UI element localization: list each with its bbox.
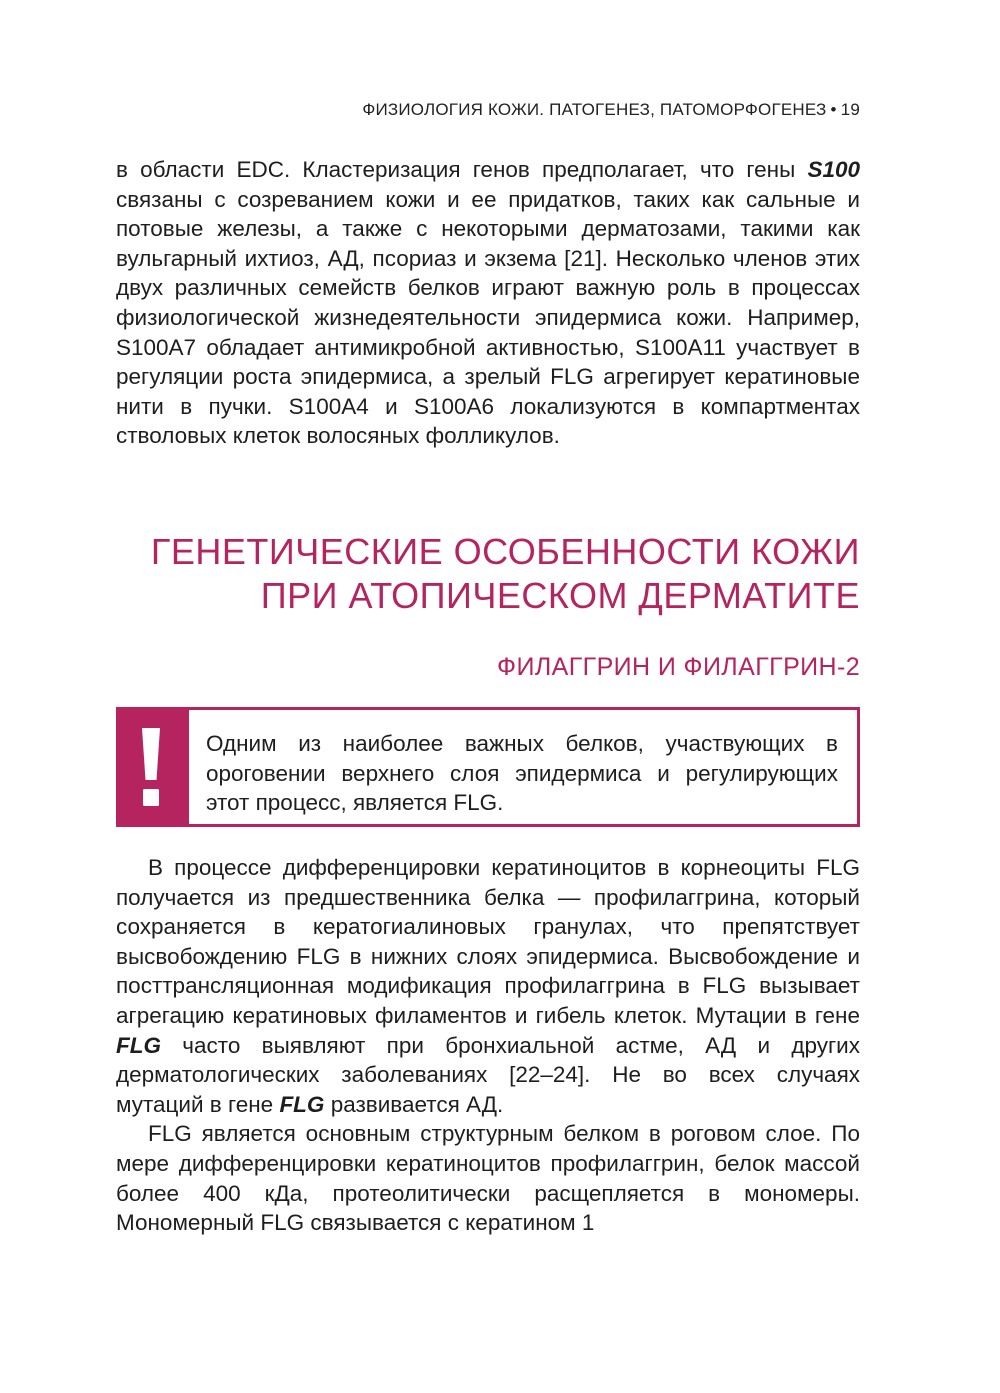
- p1-text-3: развивается АД.: [324, 1091, 504, 1117]
- callout-text: Одним из наиболее важных белков, участвующих в ороговении верхнего слоя эпидермиса и регулирующих этот процесс, является FLG.: [206, 731, 838, 816]
- gene-name: S100: [807, 157, 860, 182]
- section-title: [151, 530, 860, 618]
- header-separator: •: [830, 100, 837, 119]
- important-callout: [116, 707, 860, 827]
- page-number: 19: [840, 100, 860, 119]
- gene-name: FLG: [279, 1091, 325, 1117]
- section-title-line-1: ГЕНЕТИЧЕСКИЕ ОСОБЕННОСТИ КОЖИ: [150, 531, 860, 572]
- callout-accent-bar: [119, 710, 189, 824]
- running-header: [362, 100, 860, 120]
- subsection-title: ФИЛАГГРИН И ФИЛАГГРИН-2: [497, 653, 860, 681]
- gene-name: FLG: [116, 1032, 161, 1058]
- section-title-line-2: ПРИ АТОПИЧЕСКОМ ДЕРМАТИТЕ: [260, 575, 860, 616]
- paragraph-1: [116, 853, 860, 1119]
- running-title: ФИЗИОЛОГИЯ КОЖИ. ПАТОГЕНЕЗ, ПАТОМОРФОГЕНЕЗ: [362, 100, 827, 119]
- p1-text-2: часто выявляют при бронхиальной астме, АД и других дерматологических заболеваниях [22–24]. Не во всех случаях мутаций в гене: [116, 1032, 860, 1117]
- main-text: [116, 853, 860, 1238]
- p1-text-1: В процессе дифференцировки кератиноцитов в корнеоциты FLG получается из предшественника белка — профилаггрина, который сохраняется в кератогиалиновых гранулах, что препятствует высвобождению FLG в нижних слоях эпидермиса. Высвобождение и посттрансляционная модификация профилаггрина в FLG вызывает агрегацию кератиновых филаментов и гибель клеток. Мутации в гене: [116, 855, 860, 1028]
- intro-paragraph: [116, 155, 860, 451]
- paragraph-2: FLG является основным структурным белком в роговом слое. По мере дифференцировки кератиноцитов профилаггрин, белок массой более 400 кДа, протеолитически расщепляется в мономеры. Мономерный FLG связывается с кератином 1: [116, 1121, 860, 1236]
- exclamation-icon: [141, 728, 161, 808]
- intro-text-1: в области EDC. Кластеризация генов предполагает, что гены: [116, 157, 808, 182]
- intro-text-2: связаны с созреванием кожи и ее придатков, таких как сальные и потовые железы, а также с некоторыми дерматозами, такими как вульгарный ихтиоз, АД, псориаз и экзема [21]. Несколько членов этих двух различных семейств белков играют важную роль в процессах физиологической жизнедеятельности эпидермиса кожи. Например, S100A7 обладает антимикробной активностью, S100A11 участвует в регуляции роста эпидермиса, а зрелый FLG агрегирует кератиновые нити в пучки. S100A4 и S100A6 локализуются в компартментах стволовых клеток волосяных фолликулов.: [116, 186, 860, 449]
